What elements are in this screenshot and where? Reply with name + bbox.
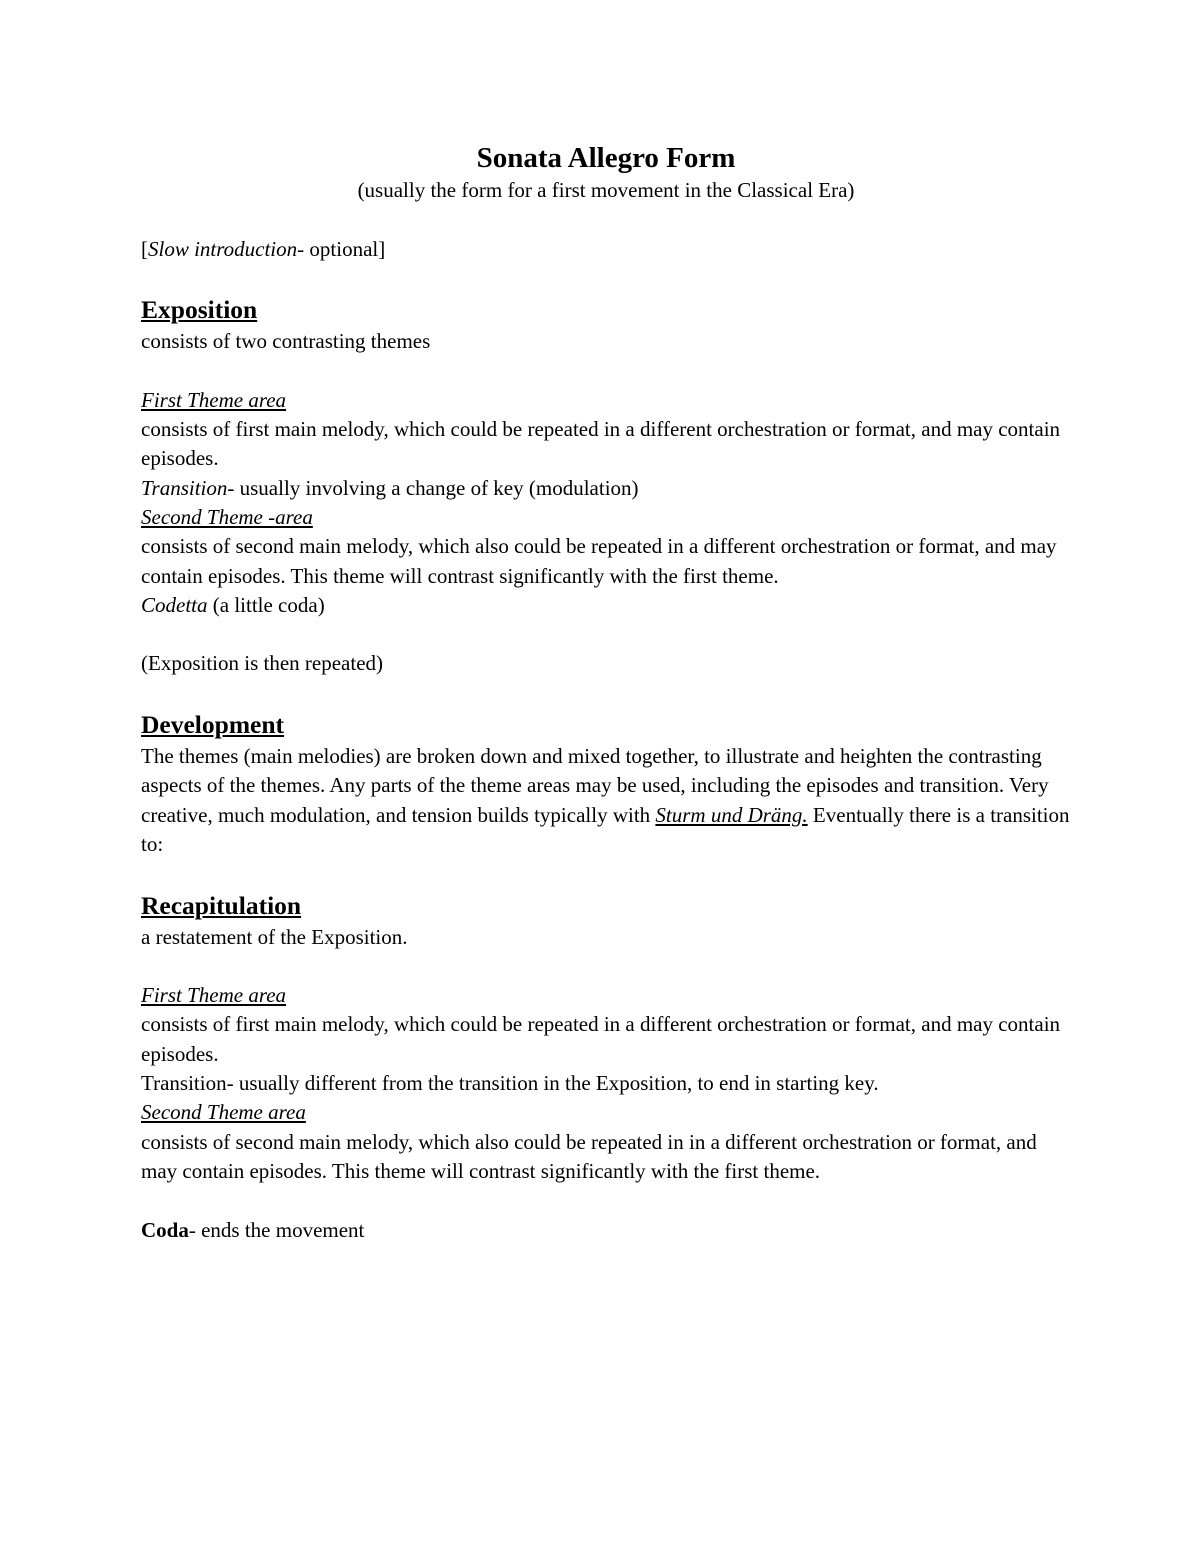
spacer — [141, 1186, 1071, 1215]
recap-second-theme-text: consists of second main melody, which also could be repeated in in a different orchestration or format, and may contain episodes. This theme will contrast significantly with the first theme. — [141, 1129, 1037, 1183]
development-text-before: The themes (main melodies) are broken down and mixed together, to illustrate and heighten the contrasting aspects of the themes. Any parts of the theme areas may be used, including the episodes and transition. Very creative, much modulation, and tension builds typically with — [141, 744, 1049, 827]
recapitulation-heading: Recapitulation — [141, 890, 302, 920]
codetta-label: Codetta — [141, 592, 208, 617]
spacer — [141, 264, 1071, 293]
exposition-first-theme-heading: First Theme area — [141, 387, 287, 412]
page-subtitle: (usually the form for a first movement in the Classical Era) — [357, 178, 855, 202]
recap-second-theme-heading: Second Theme area — [141, 1100, 306, 1125]
exposition-transition — [141, 474, 1071, 503]
spacer — [141, 952, 1071, 981]
coda-text: - ends the movement — [188, 1217, 365, 1242]
page-title: Sonata Allegro Form — [476, 142, 736, 174]
intro-label: Slow introduction — [148, 236, 298, 261]
spacer — [141, 679, 1071, 708]
exposition-first-theme-text: consists of first main melody, which could be repeated in a different orchestration or format, and may contain episodes. — [141, 417, 1061, 471]
transition-text: - usually involving a change of key (modulation) — [227, 475, 639, 500]
spacer — [141, 620, 1071, 649]
intro-bracket: [ — [141, 236, 148, 261]
exposition-second-theme-heading: Second Theme -area — [141, 504, 313, 529]
recap-transition-text: Transition- usually different from the transition in the Exposition, to end in starting key. — [141, 1071, 879, 1096]
sturm-und-drang-term: Sturm und Dräng. — [655, 802, 808, 827]
exposition-description: consists of two contrasting themes — [141, 329, 431, 354]
development-text — [141, 742, 1071, 859]
coda-line — [141, 1216, 1071, 1245]
spacer — [141, 356, 1071, 385]
exposition-codetta — [141, 591, 1071, 620]
coda-label: Coda — [141, 1217, 189, 1242]
spacer — [141, 205, 1071, 234]
codetta-text: (a little coda) — [207, 592, 325, 617]
recap-first-theme-text: consists of first main melody, which could be repeated in a different orchestration or format, and may contain episodes. — [141, 1012, 1061, 1066]
intro-line — [141, 235, 1071, 264]
recap-first-theme-heading: First Theme area — [141, 983, 287, 1008]
exposition-heading: Exposition — [141, 295, 258, 325]
recapitulation-description: a restatement of the Exposition. — [141, 924, 408, 949]
document-page — [141, 140, 1071, 1245]
development-text-after: Eventually there is a transition to: — [141, 802, 1070, 856]
transition-label: Transition — [141, 475, 228, 500]
development-heading: Development — [141, 710, 285, 740]
intro-rest: - optional] — [297, 236, 386, 261]
exposition-repeat-note: (Exposition is then repeated) — [141, 651, 384, 676]
exposition-second-theme-text: consists of second main melody, which also could be repeated in a different orchestration or format, and may contain episodes. This theme will contrast significantly with the first theme. — [141, 534, 1057, 588]
spacer — [141, 859, 1071, 888]
